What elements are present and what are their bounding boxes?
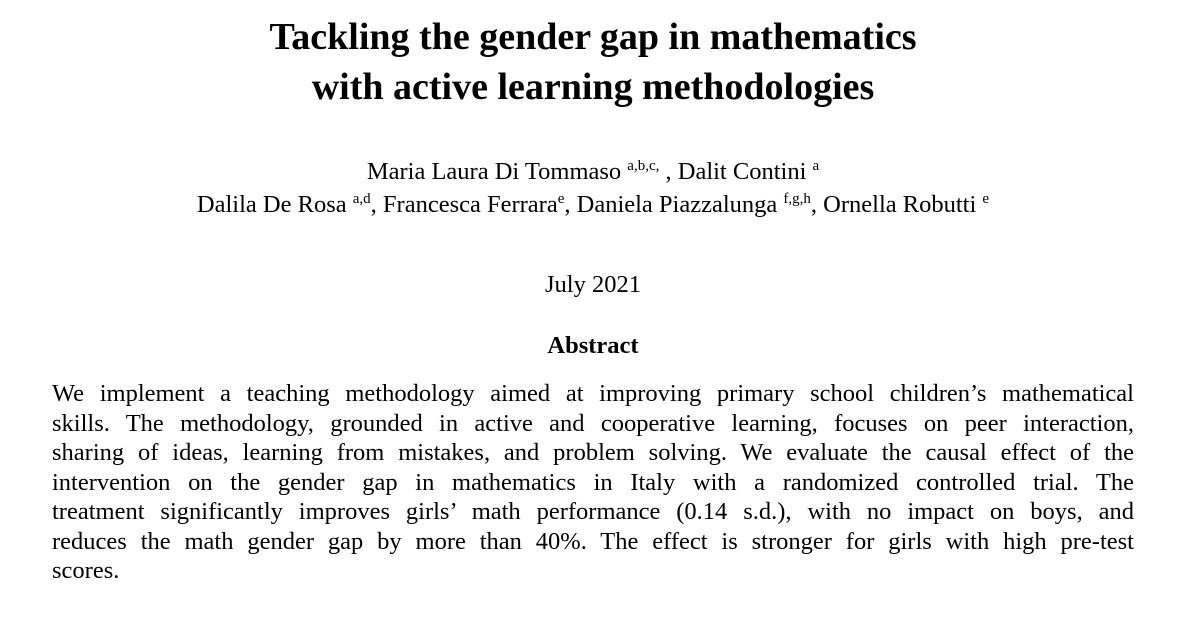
abstract-line: sharing of ideas, learning from mistakes, and problem solving. We evaluate the causal effect of the [52, 439, 1134, 466]
abstract-line: skills. The methodology, grounded in active and cooperative learning, focuses on peer interaction, [52, 409, 1134, 437]
author-name: Francesca Ferrara [382, 191, 558, 218]
abstract-line: treatment significantly improves girls’ math performance (0.14 s.d.), with no impact on boys, and [52, 498, 1134, 525]
author-list [0, 155, 1186, 221]
abstract-line: intervention on the gender gap in mathematics in Italy with a randomized controlled trial. The [52, 468, 1134, 496]
author-affiliation: e [982, 191, 990, 207]
author-affiliation: f,g,h [783, 191, 811, 207]
title-line: with active learning methodologies [311, 66, 875, 108]
abstract-text [52, 379, 1134, 586]
author-separator: , [370, 191, 383, 218]
abstract-line: We implement a teaching methodology aimed at improving primary school children’s mathematical [52, 380, 1134, 407]
title-line: Tackling the gender gap in mathematics [269, 16, 917, 58]
author-affiliation: a [812, 158, 820, 174]
paper-title [0, 12, 1186, 112]
abstract-heading: Abstract [547, 332, 639, 359]
author-name: Dalila De Rosa [196, 191, 347, 218]
author-line-1 [0, 155, 1186, 188]
author-affiliation: e [557, 191, 565, 207]
author-name: Dalit Contini [677, 158, 807, 185]
author-name: Daniela Piazzalunga [576, 191, 778, 218]
author-name: Maria Laura Di Tommaso [366, 158, 622, 185]
author-affiliation: a,b,c, [627, 158, 660, 174]
publication-date: July 2021 [545, 271, 641, 298]
abstract-line: scores. [52, 557, 120, 584]
author-affiliation: a,d [352, 191, 371, 207]
author-line-2 [0, 188, 1186, 221]
author-name: Ornella Robutti [823, 191, 977, 218]
abstract-line: reduces the math gender gap by more than 40%. The effect is stronger for girls with high pre-test [52, 527, 1134, 555]
author-separator: , [810, 191, 824, 218]
author-separator: , [659, 158, 678, 185]
author-separator: , [564, 191, 577, 218]
